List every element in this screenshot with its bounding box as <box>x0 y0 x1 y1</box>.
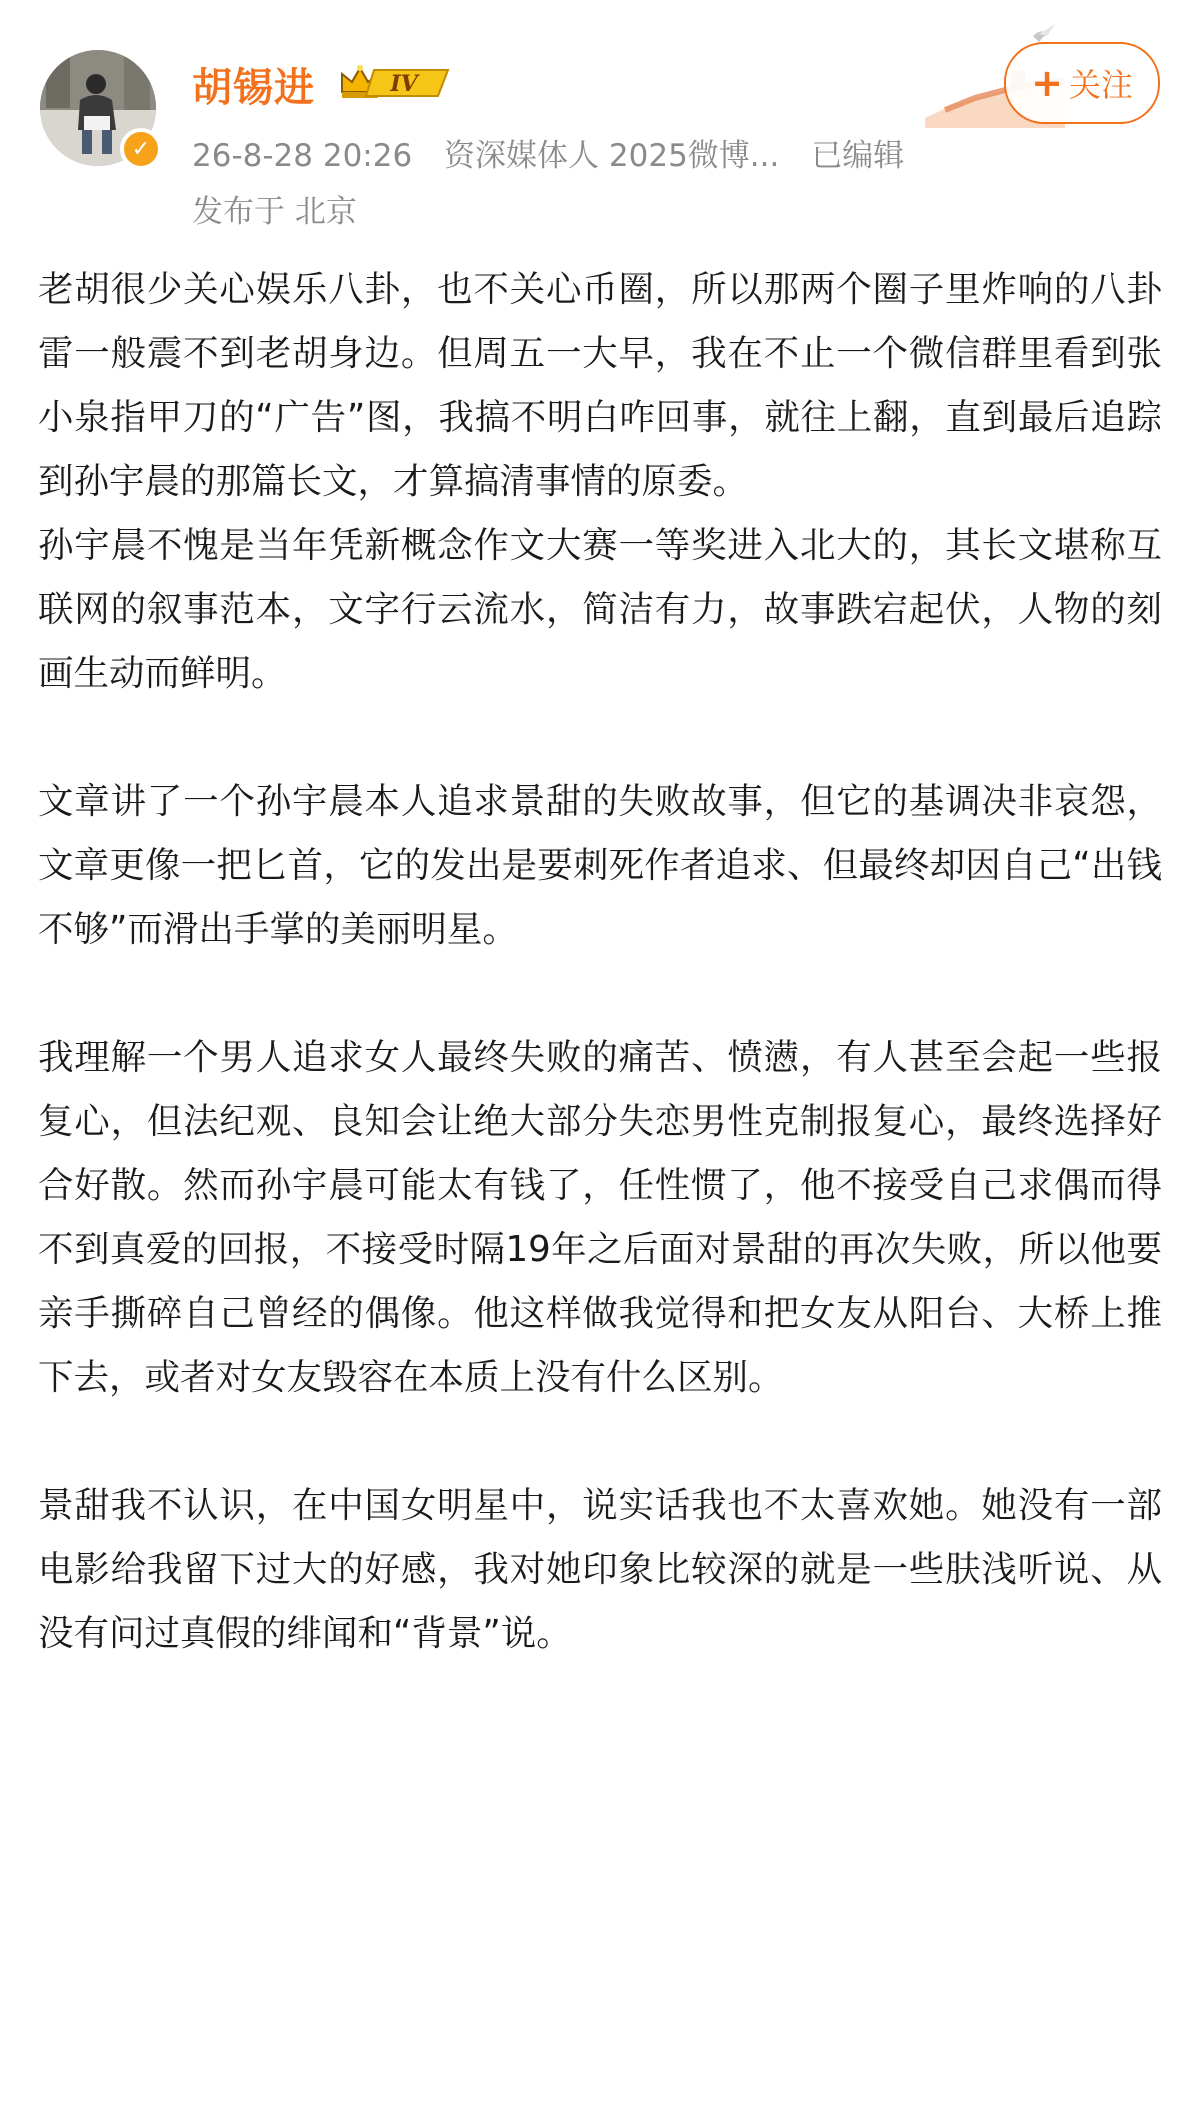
post-timestamp: 26-8-28 20:26 <box>192 138 413 174</box>
post-paragraph: 文章讲了一个孙宇晨本人追求景甜的失败故事，但它的基调决非哀怨，文章更像一把匕首，它的发出是要刺死作者追求、但最终却因自己“出钱不够”而滑出手掌的美丽明星。 <box>38 781 1162 950</box>
post-header <box>0 0 1200 230</box>
post-body <box>38 258 1162 1666</box>
post-paragraph: 老胡很少关心娱乐八卦，也不关心币圈，所以那两个圈子里炸响的八卦雷一般震不到老胡身边。但周五一大早，我在不止一个微信群里看到张小泉指甲刀的“广告”图，我搞不明白咋回事，就往上翻，直到最后追踪到孙宇晨的那篇长文，才算搞清事情的原委。 <box>38 269 1162 502</box>
verified-icon: ✓ <box>120 128 162 170</box>
follow-button[interactable] <box>1004 42 1160 124</box>
edited-label[interactable]: 已编辑 <box>811 138 905 174</box>
post-meta <box>192 130 926 175</box>
post-source[interactable]: 资深媒体人 2025微博... <box>444 138 780 174</box>
post-paragraph: 孙宇晨不愧是当年凭新概念作文大赛一等奖进入北大的，其长文堪称互联网的叙事范本，文字行云流水，简洁有力，故事跌宕起伏，人物的刻画生动而鲜明。 <box>38 525 1162 694</box>
crown-level-badge-icon <box>338 62 456 104</box>
author-name[interactable]: 胡锡进 <box>192 65 315 111</box>
level-badge-text: IV <box>390 71 418 97</box>
follow-button-label: 关注 <box>1068 66 1133 104</box>
post-location: 发布于 北京 <box>192 194 357 230</box>
plus-icon: + <box>1031 61 1063 105</box>
post-paragraph: 我理解一个男人追求女人最终失败的痛苦、愤懑，有人甚至会起一些报复心，但法纪观、良知会让绝大部分失恋男性克制报复心，最终选择好合好散。然而孙宇晨可能太有钱了，任性惯了，他不接受自己求偶而得不到真爱的回报，不接受时隔19年之后面对景甜的再次失败，所以他要亲手撕碎自己曾经的偶像。他这样做我觉得和把女友从阳台、大桥上推下去，或者对女友毁容在本质上没有什么区别。 <box>38 1037 1162 1398</box>
post-paragraph: 景甜我不认识，在中国女明星中，说实话我也不太喜欢她。她没有一部电影给我留下过大的好感，我对她印象比较深的就是一些肤浅听说、从没有问过真假的绯闻和“背景”说。 <box>38 1485 1162 1654</box>
